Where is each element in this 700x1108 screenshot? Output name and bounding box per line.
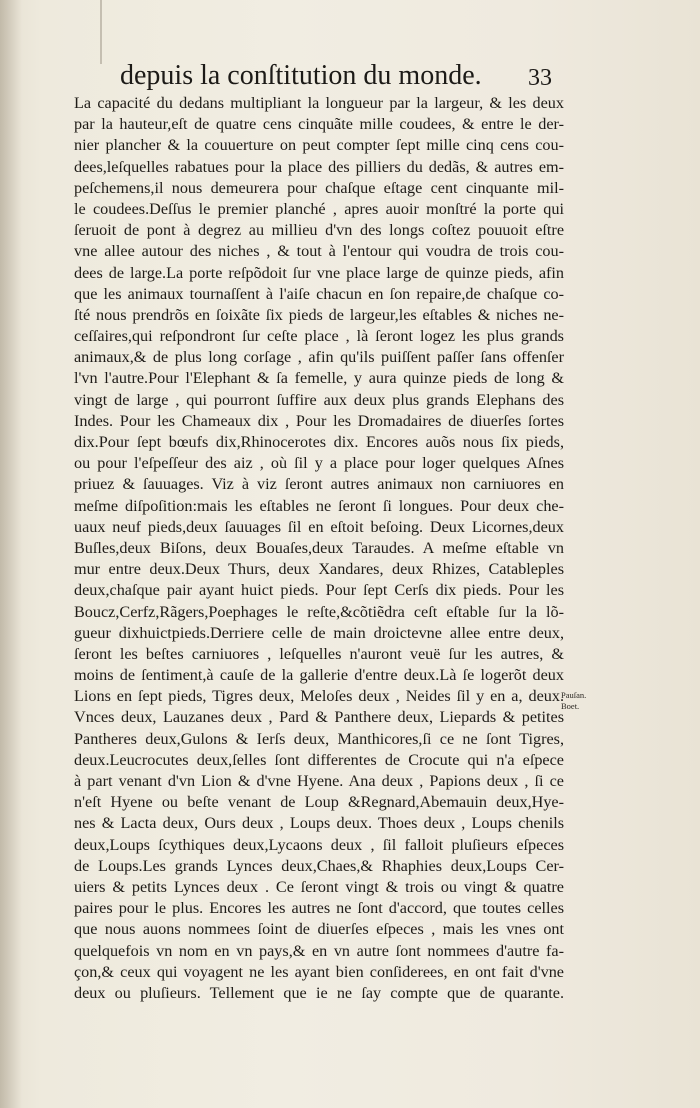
- margin-note-line: Pauſan.: [561, 690, 587, 700]
- text-line: ou pour l'eſpeſſeur des aiz , où ſil y a place pour loger quelques Aſnes: [74, 454, 564, 473]
- text-line: Vnces deux, Lauzanes deux , Pard & Panthere deux, Liepards & petites: [74, 708, 564, 727]
- text-line: dees,leſquelles rabatues pour la place des pilliers du dedãs, & autres em-: [74, 157, 564, 176]
- text-line: ſeruoit de pont à degrez au millieu d'vn des longs coſtez pouuoit eſtre: [74, 221, 564, 240]
- text-line: Pantheres deux,Gulons & Ierſs deux, Manthicores,ſi ce ne ſont Tigres,: [74, 729, 564, 748]
- text-line: mur entre deux.Deux Thurs, deux Xandares, deux Rhizes, Catableples: [74, 560, 564, 579]
- page-header: [120, 58, 560, 98]
- margin-note-line: Boet.: [561, 701, 580, 711]
- text-line: deux.Leucrocutes deux,ſelles ſont differentes de Crocute qui n'a eſpece: [74, 750, 564, 769]
- text-line: Boucz,Cerfz,Rãgers,Poephages le reſte,&cõtiẽdra ceſt eſtable ſur la lõ-: [74, 602, 564, 621]
- text-line: deux,Loups ſcythiques deux,Lycaons deux , ſil falloit pluſieurs eſpeces: [74, 835, 564, 854]
- text-line: uiers & petits Lynces deux . Ce ſeront vingt & trois ou vingt & quatre: [74, 877, 564, 896]
- text-line: peſchemens,il nous demeurera pour chaſque eſtage cent cinquante mil-: [74, 178, 564, 197]
- text-line: vne allee autour des niches , & tout à l'entour qui voudra de trois cou-: [74, 242, 564, 261]
- text-line: ſeront les beſtes carniuores , leſquelles n'auront veuë ſur les autres, &: [74, 644, 564, 663]
- body-text: [74, 93, 564, 1004]
- gutter-shadow: [0, 0, 22, 1108]
- text-line: Lions en ſept pieds, Tigres deux, Meloſes deux , Neides ſil y en a, deux.: [74, 687, 564, 706]
- text-line: par la hauteur,eſt de quatre cens cinquãte mille coudees, & entre le der-: [74, 115, 564, 134]
- text-line: que les animaux tournaſſent à l'aiſe chacun en ſon repaire,de chaſque co-: [74, 284, 564, 303]
- text-line: ſté nous prendrõs en ſoixãte ſix pieds de largeur,les eſtables & niches ne-: [74, 305, 564, 324]
- text-line: nes & Lacta deux, Ours deux , Loups deux. Thoes deux , Loups chenils: [74, 814, 564, 833]
- text-line: quelquefois vn nom en vn pays,& en vn autre ſont nommees d'autre fa-: [74, 941, 564, 960]
- text-line: gueur dixhuictpieds.Derriere celle de main droictevne allee entre deux,: [74, 623, 564, 642]
- text-line: paires pour le plus. Encores les autres ne ſont d'accord, que toutes celles: [74, 899, 564, 918]
- text-line: priuez & ſauuages. Viz à viz ſeront autres animaux non carniuores en: [74, 475, 564, 494]
- text-line: dees de large.La porte reſpõdoit ſur vne place large de quinze pieds, afin: [74, 263, 564, 282]
- text-line: l'vn l'autre.Pour l'Elephant & ſa femelle, y aura quinze pieds de long &: [74, 369, 564, 388]
- page-number: 33: [528, 65, 552, 91]
- text-line: La capacité du dedans multipliant la longueur par la largeur, & les deux: [74, 94, 564, 112]
- text-line: animaux,& de plus long corſage , afin qu'ils puiſſent paſſer ſans offenſer: [74, 348, 564, 367]
- page-fold-mark: [100, 0, 102, 64]
- text-line: çon,& ceux qui voyagent ne les ayant bien conſiderees, en ont fait d'vne: [74, 962, 564, 981]
- text-line: moins de ſentiment,à cauſe de la gallerie d'entre deux.Là ſe logerõt deux: [74, 666, 564, 685]
- text-line: de Loups.Les grands Lynces deux,Chaes,& Rhaphies deux,Loups Cer-: [74, 856, 564, 875]
- running-title: depuis la conſtitution du monde.: [120, 60, 482, 91]
- text-line: ceſſaires,qui reſpondront ſur ceſte place , là ſeront logez les plus grands: [74, 327, 564, 346]
- margin-note: [561, 690, 601, 712]
- text-line: le coudees.Deſſus le premier planché , apres auoir monſtré la porte qui: [74, 199, 564, 218]
- text-line: deux ou pluſieurs. Tellement que ie ne ſay compte que de quarante.: [74, 983, 564, 1002]
- text-line: que nous auons nommees ſoint de diuerſes eſpeces , mais les vnes ont: [74, 920, 564, 939]
- text-line: uaux neuf pieds,deux ſauuages ſil en eſtoit beſoing. Deux Licornes,deux: [74, 517, 564, 536]
- text-line: dix.Pour ſept bœufs dix,Rhinocerotes dix. Encores auõs nous ſix pieds,: [74, 433, 564, 451]
- text-line: Indes. Pour les Chameaux dix , Pour les Dromadaires de diuerſes ſortes: [74, 411, 564, 430]
- text-line: vingt de large , qui pourront ſuffire aux deux plus grands Elephans des: [74, 390, 564, 409]
- text-line: à part venant d'vn Lion & d'vne Hyene. Ana deux , Papions deux , ſi ce: [74, 772, 564, 790]
- text-line: nier plancher & la couuerture on peut compter ſept mille cinq cens cou-: [74, 136, 564, 155]
- text-line: deux,chaſque pair ayant huict pieds. Pour ſept Cerſs dix pieds. Pour les: [74, 581, 564, 600]
- text-line: Buſles,deux Biſons, deux Bouaſes,deux Taraudes. A meſme eſtable vn: [74, 538, 564, 557]
- text-line: meſme diſpoſition:mais les eſtables ne ſeront ſi longues. Pour deux che-: [74, 496, 564, 515]
- text-line: n'eſt Hyene ou beſte venant de Loup &Regnard,Abemauin deux,Hye-: [74, 793, 564, 812]
